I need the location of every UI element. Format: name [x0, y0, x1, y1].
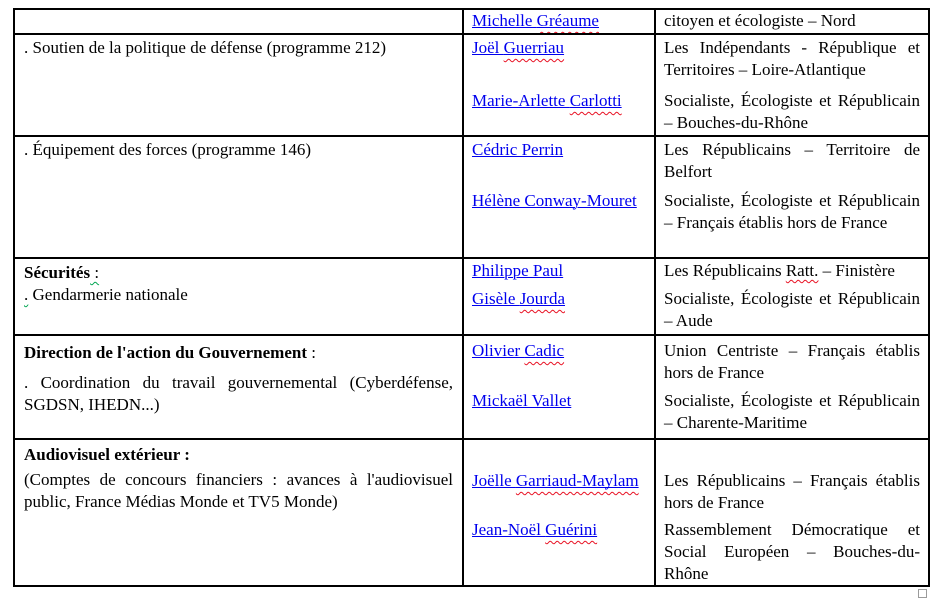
- rapporteur-link[interactable]: [472, 520, 597, 539]
- rapporteur-link[interactable]: [472, 391, 571, 410]
- group-text-misspelled: Ratt.: [785, 261, 819, 280]
- group-entry: [656, 336, 928, 386]
- group-entry: [656, 287, 928, 332]
- group-text: [664, 37, 920, 81]
- group-text-part: citoyen et écologiste – Nord: [664, 11, 856, 30]
- group-entry: [656, 35, 928, 88]
- rapporteur-link[interactable]: [472, 191, 637, 210]
- table-row: [15, 438, 928, 585]
- rapporteur-name-misspelled: Jourda: [519, 289, 566, 308]
- mission-text-part: Gendarmerie nationale: [28, 285, 188, 304]
- rapporteur-name: Hélène Conway-Mouret: [472, 191, 637, 210]
- rapporteur-entry: [464, 287, 654, 310]
- rapporteur-entry: [464, 10, 654, 32]
- mission-text-grammar-mark: .: [24, 285, 29, 304]
- group-entry: [656, 517, 928, 585]
- rapporteur-name-misspelled: Guerriau: [503, 38, 565, 57]
- mission-heading: [24, 336, 453, 364]
- table-row: [15, 135, 928, 257]
- group-text-part: Les Républicains – Français établis hors de France: [664, 471, 920, 512]
- rapporteur-link[interactable]: [472, 140, 563, 159]
- rapporteurs-cell: [462, 440, 654, 585]
- groups-cell: [654, 35, 928, 135]
- mission-heading-grammar-mark: :: [90, 263, 100, 282]
- rapporteur-name: Philippe Paul: [472, 261, 564, 280]
- group-entry: [656, 137, 928, 188]
- mission-text: . Équipement des forces (programme 146): [24, 140, 312, 159]
- rapporteur-link[interactable]: [472, 11, 599, 30]
- rapporteur-name: Olivier: [472, 341, 525, 360]
- rapporteur-name: Mickaël Vallet: [472, 391, 572, 410]
- group-text-part: Socialiste, Écologiste et Républicain – Charente-Maritime: [664, 391, 920, 432]
- group-entry: [656, 188, 928, 234]
- group-text-part: Socialiste, Écologiste et Républicain – Français établis hors de France: [664, 191, 920, 232]
- rapporteur-name-misspelled: Garriaud-Maylam: [515, 471, 639, 490]
- group-text-part: Les Républicains: [664, 261, 786, 280]
- rapporteur-link[interactable]: [472, 91, 622, 110]
- rapporteur-link[interactable]: [472, 38, 564, 57]
- rapporteur-entry: [464, 137, 654, 188]
- groups-cell: [654, 336, 928, 438]
- rapporteur-name: Marie-Arlette: [472, 91, 570, 110]
- table-row: [15, 10, 928, 33]
- mission-cell: [15, 259, 462, 334]
- table-row: [15, 334, 928, 438]
- rapporteur-name: Joël: [472, 38, 504, 57]
- group-text: [664, 90, 920, 134]
- mission-heading-bold: Direction de l'action du Gouvernement: [24, 343, 307, 362]
- group-text-part: Union Centriste – Français établis hors de France: [664, 341, 920, 382]
- committee-rapporteurs-table: [13, 8, 930, 587]
- rapporteur-name-misspelled: Cadic: [524, 341, 565, 360]
- mission-cell: [15, 137, 462, 257]
- group-text: [664, 470, 920, 514]
- groups-cell: [654, 10, 928, 33]
- mission-heading-bold: Sécurités: [24, 263, 91, 282]
- rapporteur-name: Michelle: [472, 11, 537, 30]
- rapporteur-link[interactable]: [472, 341, 564, 360]
- rapporteur-link[interactable]: [472, 289, 565, 308]
- group-text: [664, 340, 920, 384]
- table-row: [15, 257, 928, 334]
- rapporteurs-cell: [462, 137, 654, 257]
- table-resize-handle-icon[interactable]: [918, 589, 927, 598]
- group-text: [664, 390, 920, 434]
- group-entry: [656, 88, 928, 134]
- rapporteurs-cell: [462, 259, 654, 334]
- group-text-part: Rassemblement Démocratique et Social Européen – Bouches-du-Rhône: [664, 520, 920, 583]
- group-text: [664, 10, 920, 32]
- mission-heading: [24, 440, 453, 466]
- group-entry: [656, 259, 928, 287]
- rapporteur-link[interactable]: [472, 261, 563, 280]
- groups-cell: [654, 259, 928, 334]
- group-text: [664, 190, 920, 234]
- group-entry: [656, 440, 928, 517]
- rapporteur-name-misspelled: Gréaume: [536, 11, 599, 30]
- rapporteur-entry: [464, 517, 654, 541]
- mission-text: (Comptes de concours financiers : avances à l'audiovisuel public, France Médias Monde et TV5 Monde): [24, 470, 453, 511]
- rapporteurs-cell: [462, 10, 654, 33]
- mission-cell: [15, 336, 462, 438]
- rapporteur-name: Gisèle: [472, 289, 520, 308]
- group-entry: [656, 10, 928, 32]
- mission-text: . Soutien de la politique de défense (programme 212): [24, 38, 387, 57]
- mission-cell: [15, 35, 462, 135]
- group-text: [664, 260, 920, 282]
- mission-text: [24, 284, 453, 306]
- table-row: [15, 33, 928, 135]
- group-entry: [656, 386, 928, 434]
- rapporteur-name-misspelled: Carlotti: [569, 91, 622, 110]
- mission-heading-tail: :: [307, 343, 316, 362]
- group-text-part: Les Indépendants - République et Territoires – Loire-Atlantique: [664, 38, 920, 79]
- rapporteur-entry: [464, 259, 654, 287]
- rapporteur-name: Cédric Perrin: [472, 140, 564, 159]
- mission-cell: [15, 10, 462, 33]
- mission-cell: [15, 440, 462, 585]
- rapporteur-name: Joëlle: [472, 471, 516, 490]
- group-text: [664, 139, 920, 183]
- mission-heading-tail: :: [179, 445, 190, 464]
- rapporteur-entry: [464, 35, 654, 88]
- groups-cell: [654, 440, 928, 585]
- rapporteur-entry: [464, 386, 654, 412]
- group-text-part: Les Républicains – Territoire de Belfort: [664, 140, 920, 181]
- rapporteur-link[interactable]: [472, 471, 639, 490]
- rapporteur-entry: [464, 188, 654, 212]
- group-text-part: – Finistère: [818, 261, 895, 280]
- rapporteur-entry: [464, 440, 654, 517]
- rapporteur-name-misspelled: Guérini: [545, 520, 598, 539]
- group-text-part: Socialiste, Écologiste et Républicain – Aude: [664, 289, 920, 330]
- rapporteur-name: Jean-Noël: [472, 520, 546, 539]
- mission-text: . Coordination du travail gouvernemental (Cyberdéfense, SGDSN, IHEDN...): [24, 373, 453, 414]
- group-text-part: Socialiste, Écologiste et Républicain – Bouches-du-Rhône: [664, 91, 920, 132]
- rapporteur-entry: [464, 336, 654, 386]
- mission-heading: [24, 259, 453, 284]
- group-text: [664, 519, 920, 585]
- group-text: [664, 288, 920, 332]
- rapporteurs-cell: [462, 336, 654, 438]
- groups-cell: [654, 137, 928, 257]
- rapporteurs-cell: [462, 35, 654, 135]
- mission-heading-bold: Audiovisuel extérieur: [24, 445, 180, 464]
- rapporteur-entry: [464, 88, 654, 112]
